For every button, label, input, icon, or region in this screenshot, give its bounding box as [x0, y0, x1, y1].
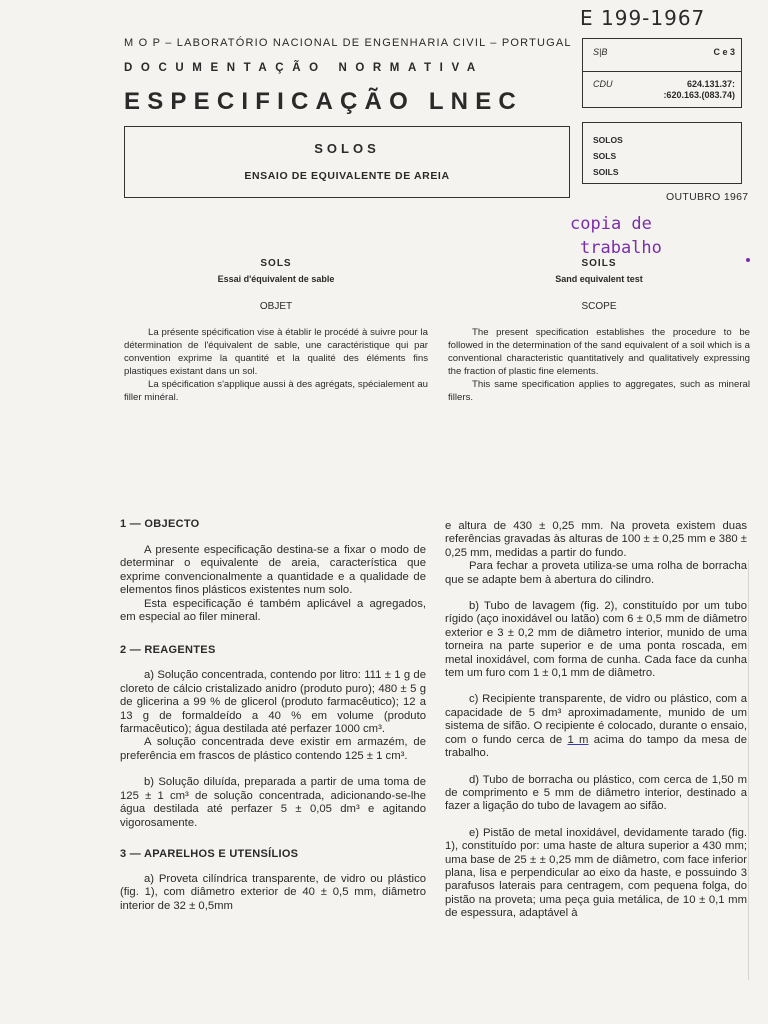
keywords-box — [582, 122, 742, 184]
title-box — [124, 126, 570, 198]
section-title: 2 — REAGENTES — [120, 644, 216, 657]
stamp-line: copia de — [570, 214, 652, 234]
body-paragraph: b) Tubo de lavagem (fig. 2), constituído por um tubo rígido (aço inoxidável ou latão) com 6 ± 0,5 mm de diâmetro exterior e 3 ± 0,2 mm de diâmetro interior, munido de uma torneira na parte superior e de uma ponta roscada, em metal inoxidável, com forma de cunha. Cada face da cunha tem um furo com 1 ± 0,1 mm de diâmetro. — [445, 600, 747, 680]
left-column — [120, 518, 426, 913]
body-paragraph: A presente especificação destina-se a fixar o modo de determinar o equivalente de areia, característica que exprime convencionalmente a quantidade e a qualidade de elementos finos plásticos existentes num solo. — [120, 544, 426, 597]
section-title: 1 — OBJECTO — [120, 518, 200, 530]
sb-value: C e 3 — [713, 47, 735, 57]
french-paragraph: La présente spécification vise à établir le procédé à suivre pour la détermination de l'équivalent de sable, une caractéristique qui par convention exprime la quantité et la qualité des éléments fins plastiques existant dans un sol. — [124, 327, 428, 377]
french-summary — [124, 258, 428, 404]
especificacao-heading: ESPECIFICAÇÃO LNEC — [124, 88, 523, 115]
english-paragraph: This same specification applies to aggregates, such as mineral fillers. — [448, 379, 750, 403]
classification-box — [582, 38, 742, 108]
cdu-label: CDU — [593, 79, 613, 89]
keyword: SOILS — [593, 167, 619, 177]
french-title: SOLS — [260, 258, 292, 269]
page-edge-shadow — [748, 560, 749, 980]
body-paragraph: b) Solução diluída, preparada a partir de uma toma de 125 ± 1 cm³ de solução concentrada, adicionando-se-lhe água destilada até perfazer 5 ± 0,05 dm³ e agitando vigorosamente. — [120, 776, 426, 829]
document-number: E 199-1967 — [580, 6, 706, 30]
french-heading: OBJET — [259, 301, 293, 312]
box-divider — [583, 71, 741, 72]
body-paragraph: A solução concentrada deve existir em armazém, de preferência em frascos de plástico contendo 125 ± 1 cm³. — [120, 736, 426, 762]
body-paragraph: Para fechar a proveta utiliza-se uma rolha de borracha que se adapte bem à abertura do cilindro. — [445, 560, 747, 586]
cdu-value-1: 624.131.37: — [686, 79, 735, 89]
underlined-measure: 1 m — [567, 733, 589, 746]
text-fragment: c) Recipiente transparente, de vidro ou plástico, com a capacidade de 5 dm³ aproximadamente, munido de um sistema de sifão. O recipiente é colocado, durante o ensaio, com o fundo cerca de — [445, 693, 747, 746]
keyword: SOLOS — [593, 135, 623, 145]
body-paragraph: a) Proveta cilíndrica transparente, de vidro ou plástico (fig. 1), com diâmetro exterior de 40 ± 0,5 mm, diâmetro interior de 32 ± 0,5mm — [120, 872, 426, 912]
keyword: SOLS — [593, 151, 617, 161]
sb-label: S|B — [593, 47, 608, 57]
main-subtitle: ENSAIO DE EQUIVALENTE DE AREIA — [244, 170, 450, 182]
body-paragraph — [445, 693, 747, 760]
work-copy-stamp — [570, 212, 662, 260]
english-heading: SCOPE — [581, 301, 617, 312]
main-title: SOLOS — [314, 141, 380, 156]
stamp-line: trabalho — [580, 238, 662, 258]
french-subtitle: Essai d'équivalent de sable — [217, 274, 335, 284]
right-column — [445, 520, 747, 921]
english-summary — [448, 258, 750, 404]
english-subtitle: Sand equivalent test — [555, 274, 643, 284]
organization-line: M O P – LABORATÓRIO NACIONAL DE ENGENHARIA CIVIL – PORTUGAL — [124, 37, 572, 49]
section-title: 3 — APARELHOS E UTENSÍLIOS — [120, 847, 299, 860]
body-paragraph: Esta especificação é também aplicável a agregados, em especial ao filer mineral. — [120, 597, 426, 624]
publication-date: OUTUBRO 1967 — [666, 191, 749, 203]
body-paragraph: d) Tubo de borracha ou plástico, com cerca de 1,50 m de comprimento e 5 mm de diâmetro interior, destinado a fazer a ligação do tubo de lavagem ao sifão. — [445, 773, 747, 813]
body-paragraph: e altura de 430 ± 0,25 mm. Na proveta existem duas referências gravadas às alturas de 100 ± ± 0,25 mm e 380 ± 0,25 mm, medidas a partir do fundo. — [445, 520, 747, 559]
english-paragraph: The present specification establishes the procedure to be followed in the determination of the sand equivalent of a soil which is a conventional characteristic quantitatively and qualitatively expressing the fraction of plastic fine elements. — [448, 327, 750, 377]
body-paragraph: a) Solução concentrada, contendo por litro: 111 ± 1 g de cloreto de cálcio cristalizado anidro (produto puro); 480 ± 5 g de glicerina a 99 % de glicerol (produto farmacêutico); 12 a 13 g de formaldeído a 40 % em volume (produto farmacêutico); água destilada até perfazer 1000 cm³. — [120, 669, 426, 736]
documentacao-normativa: DOCUMENTAÇÃO NORMATIVA — [124, 62, 484, 74]
body-paragraph: e) Pistão de metal inoxidável, devidamente tarado (fig. 1), constituído por: uma haste de altura superior a 430 mm; uma base de 25 ± ± 0,25 mm de diâmetro, com face inferior plana, lisa e perpendicular ao eixo da haste, e possuindo 3 parafusos laterais para centragem, com pequena folga, do pistão na proveta; uma peça guia metálica, de 10 ± 0,1 mm de espessura, adaptável à — [445, 826, 747, 920]
french-paragraph: La spécification s'applique aussi à des agrégats, spécialement au filler minéral. — [124, 379, 428, 403]
text-fragment: acima do tampo da mesa de trabalho. — [445, 733, 747, 760]
english-title: SOILS — [581, 258, 617, 269]
cdu-value-2: :620.163.(083.74) — [663, 90, 735, 100]
